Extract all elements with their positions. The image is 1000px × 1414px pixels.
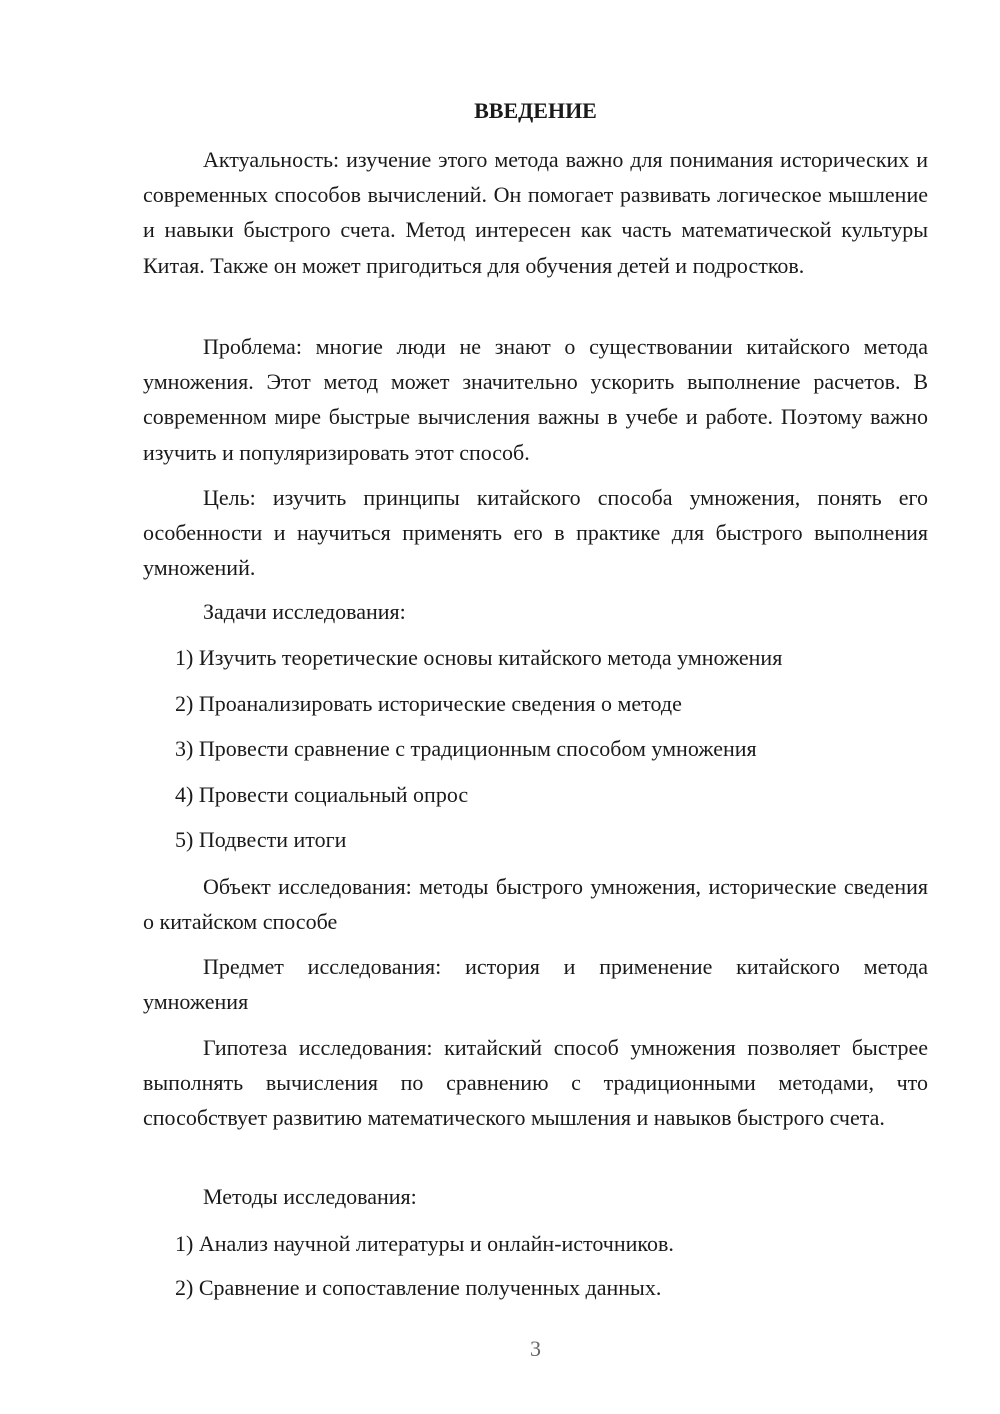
subject-paragraph: Предмет исследования: история и применение китайского метода умножения [143,954,928,1015]
object-paragraph: Объект исследования: методы быстрого умножения, исторические сведения о китайском способе [143,874,928,935]
method-item: 2) Сравнение и сопоставление полученных данных. [175,1275,662,1300]
task-item: 2) Проанализировать исторические сведения о методе [175,691,682,716]
task-item: 3) Провести сравнение с традиционным способом умножения [175,736,757,761]
task-item: 4) Провести социальный опрос [175,782,469,807]
section-title: ВВЕДЕНИЕ [474,98,597,123]
method-item: 1) Анализ научной литературы и онлайн-источников. [175,1231,674,1256]
document-page [143,0,928,1414]
relevance-paragraph: Актуальность: изучение этого метода важно для понимания исторических и современных способов вычислений. Он помогает развивать логическое мышление и навыки быстрого счета. Метод интересен как часть математической культуры Китая. Также он может пригодиться для обучения детей и подростков. [143,147,928,278]
problem-paragraph: Проблема: многие люди не знают о существовании китайского метода умножения. Этот метод может значительно ускорить выполнение расчетов. В современном мире быстрые вычисления важны в учебе и работе. Поэтому важно изучить и популяризировать этот способ. [143,334,928,465]
goal-paragraph: Цель: изучить принципы китайского способа умножения, понять его особенности и научиться применять его в практике для быстрого выполнения умножений. [143,485,928,581]
task-item: 1) Изучить теоретические основы китайского метода умножения [175,645,783,670]
methods-label: Методы исследования: [203,1184,417,1209]
hypothesis-paragraph: Гипотеза исследования: китайский способ умножения позволяет быстрее выполнять вычисления по сравнению с традиционными методами, что способствует развитию математического мышления и навыков быстрого счета. [143,1035,928,1131]
task-item: 5) Подвести итоги [175,827,347,852]
tasks-label: Задачи исследования: [203,599,406,624]
page-number: 3 [530,1336,541,1361]
